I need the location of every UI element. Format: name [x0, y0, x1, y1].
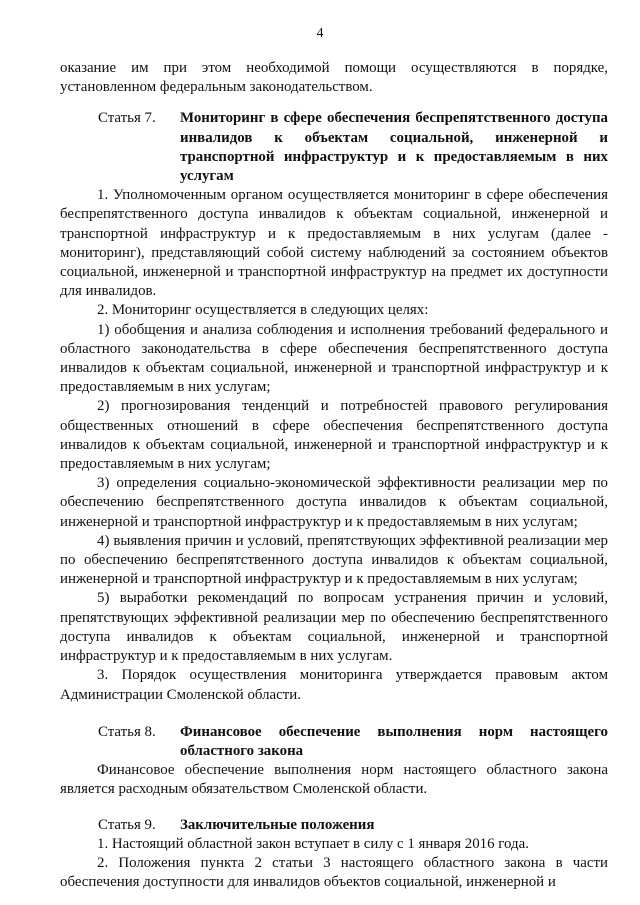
article-7-paragraph: 1. Уполномоченным органом осуществляется мониторинг в сфере обеспечения беспрепятственного доступа инвалидов к объектам социальной, инженерной и транспортной инфраструктур и к предоставляемым в них услугам (далее - мониторинг), представляющий собой систему наблюдений за состоянием объектов социальной, инженерной и транспортной инфраструктур на предмет их доступности для инвалидов.: [60, 187, 608, 300]
article-7-paragraph: 3. Порядок осуществления мониторинга утверждается правовым актом Администрации Смоленской области.: [60, 667, 608, 703]
article-9-paragraph: 2. Положения пункта 2 статьи 3 настоящего областного закона в части обеспечения доступности для инвалидов объектов социальной, инженерной и: [60, 854, 608, 891]
article-9-title: Заключительные положения: [180, 816, 375, 833]
article-9-label: Статья 9.: [98, 816, 156, 833]
intro-paragraph: оказание им при этом необходимой помощи осуществляются в порядке, установленном федеральным законодательством.: [60, 60, 608, 96]
article-7-label: Статья 7.: [98, 110, 156, 127]
page-number: 4: [316, 26, 324, 41]
article-7-paragraph: 3) определения социально-экономической эффективности реализации мер по обеспечению беспрепятственного доступа инвалидов к объектам социальной, инженерной и транспортной инфраструктур и к предоставляемым в них услугам;: [60, 475, 608, 530]
article-7-title: Мониторинг в сфере обеспечения беспрепятственного доступа инвалидов к объектам социальной, инженерной и транспортной инфраструктур и к предоставляемым в них услугам: [180, 110, 608, 185]
article-8-heading: [60, 723, 608, 761]
article-7-paragraph: 1) обобщения и анализа соблюдения и исполнения требований федерального и областного законодательства в сфере обеспечения беспрепятственного доступа инвалидов к объектам социальной, инженерной и транспортной инфраструктур и к предоставляемым в них услугам;: [60, 321, 608, 396]
article-7-paragraph: 5) выработки рекомендаций по вопросам устранения причин и условий, препятствующих эффективной реализации мер по обеспечению беспрепятственного доступа инвалидов к объектам социальной, инженерной и транспортной инфраструктур и к предоставляемым в них услугам.: [60, 590, 608, 665]
article-8-title: Финансовое обеспечение выполнения норм настоящего областного закона: [180, 723, 608, 759]
article-9-paragraph: 1. Настоящий областной закон вступает в силу с 1 января 2016 года.: [97, 835, 529, 852]
article-7-heading: [60, 109, 608, 186]
article-7-paragraph: 4) выявления причин и условий, препятствующих эффективной реализации мер по обеспечению беспрепятственного доступа инвалидов к объектам социальной, инженерной и транспортной инфраструктур и к предоставляемым в них услугам;: [60, 532, 608, 588]
article-8-paragraph: Финансовое обеспечение выполнения норм настоящего областного закона является расходным обязательством Смоленской области.: [60, 762, 608, 798]
article-9-heading: [60, 816, 608, 835]
document-body: [60, 59, 608, 892]
article-7-paragraph: 2) прогнозирования тенденций и потребностей правового регулирования общественных отношений в сфере обеспечения беспрепятственного доступа инвалидов к объектам социальной, инженерной и транспортной инфраструктур и к предоставляемым в них услугам;: [60, 398, 608, 473]
article-8-label: Статья 8.: [98, 723, 156, 740]
article-7-paragraph: 2. Мониторинг осуществляется в следующих целях:: [97, 302, 429, 319]
